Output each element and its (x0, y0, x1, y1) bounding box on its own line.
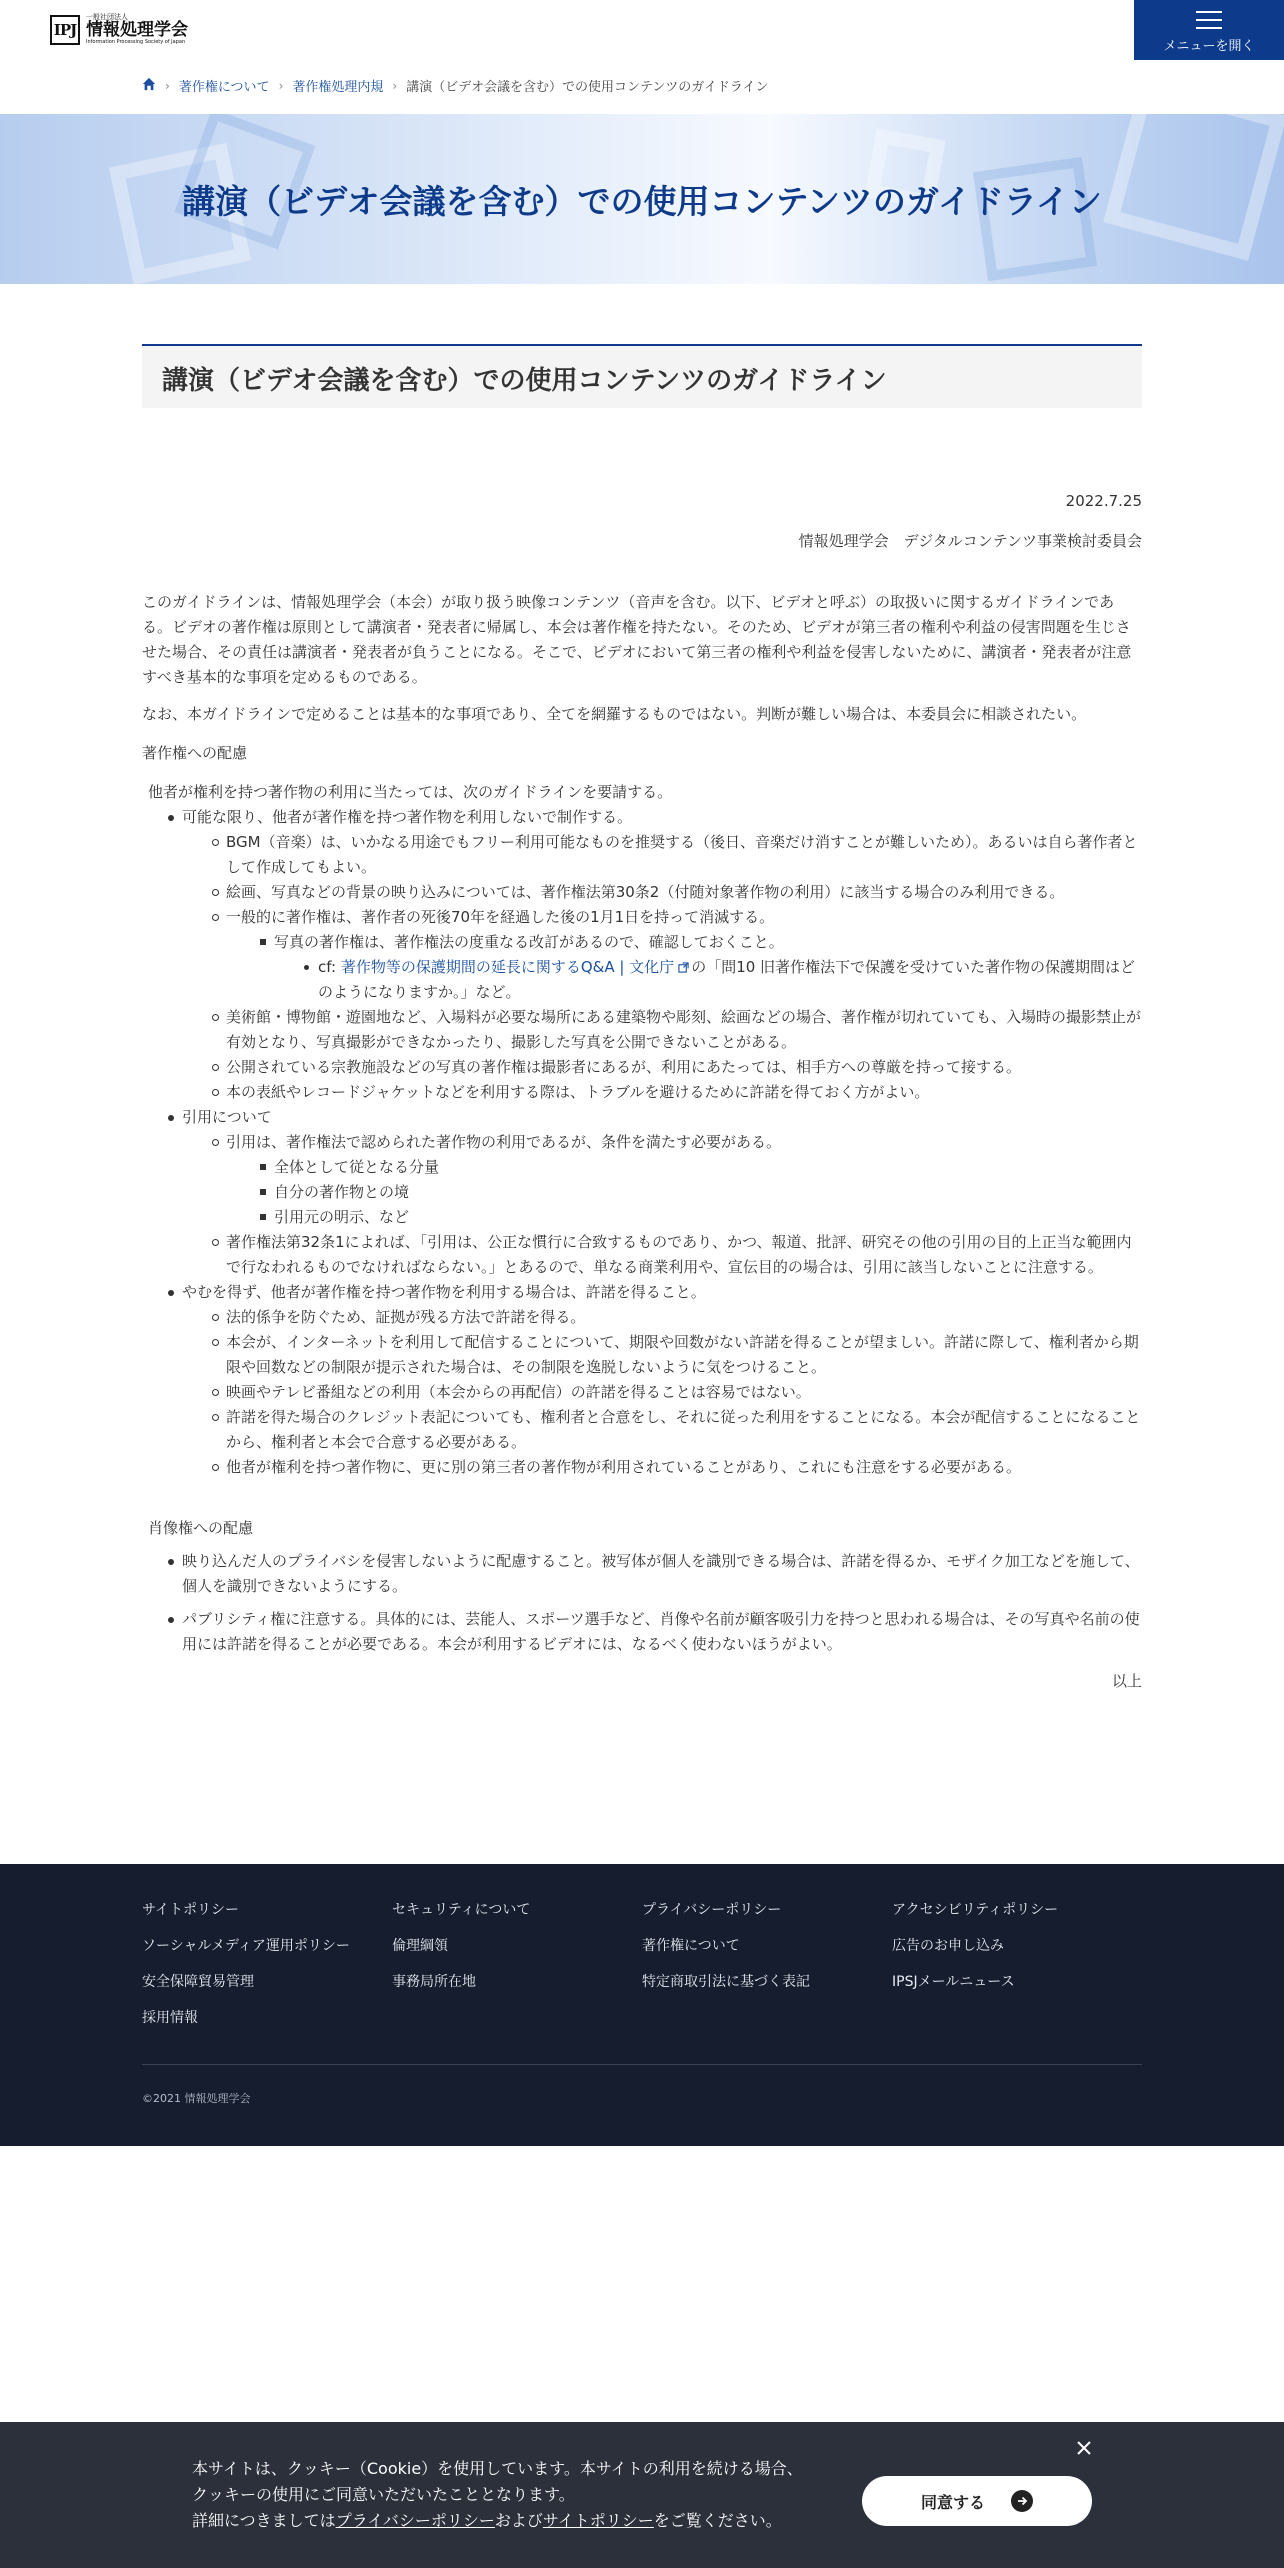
cookie-text: 本サイトは、クッキー（Cookie）を使用しています。本サイトの利用を続ける場合、クッキーの使用にご同意いただいたこととなります。 (192, 2459, 803, 2504)
list-item-text: 可能な限り、他者が著作権を持つ著作物を利用しないで制作する。 (182, 808, 633, 826)
external-link-icon (678, 962, 689, 973)
list-item-text: 写真の著作権は、著作権法の度重なる改訂があるので、確認しておくこと。 (274, 933, 784, 951)
list-item-text: 引用について (182, 1108, 272, 1126)
copyright-lead: 他者が権利を持つ著作物の利用に当たっては、次のガイドラインを要請する。 (148, 783, 673, 801)
list-item (226, 930, 1142, 1005)
copyright-list (142, 805, 1142, 1480)
list-item: BGM（音楽）は、いかなる用途でもフリー利用可能なものを推奨する（後日、音楽だけ消すことが難しいため）。あるいは自ら著作者として作成してもよい。 (182, 830, 1142, 880)
list-item (182, 905, 1142, 1005)
breadcrumb (142, 76, 769, 95)
list-item (182, 1130, 1142, 1230)
footer-divider (142, 2064, 1142, 2065)
page-title: 講演（ビデオ会議を含む）での使用コンテンツのガイドライン (142, 344, 1142, 408)
sub-list (182, 1130, 1142, 1280)
close-icon[interactable] (1074, 2438, 1094, 2458)
chevron-right-icon: › (278, 78, 284, 93)
intro-paragraph: このガイドラインは、情報処理学会（本会）が取り扱う映像コンテンツ（音声を含む。以下、ビデオと呼ぶ）の取扱いに関するガイドラインである。ビデオの著作権は原則として講演者・発表者に帰属し、本会は著作権を持たない。そのため、ビデオが第三者の権利や利益の侵害問題を生じさせた場合、その責任は講演者・発表者が負うことになる。そこで、ビデオにおいて第三者の権利や利益を侵害しないために、講演者・発表者が注意すべき基本的な事項を定めるものである。 (142, 593, 1132, 686)
home-icon (142, 77, 156, 91)
footer-links (142, 1900, 1142, 2028)
list-item: 著作権法第32条1によれば、「引用は、公正な慣行に合致するものであり、かつ、報道、批評、研究その他の引用の目的上正当な範囲内で行なわれるものでなければならない。」とあるので、単なる商業利用や、宣伝目的の場合は、引用に該当しないことに注意する。 (182, 1230, 1142, 1280)
menu-label: メニューを開く (1163, 38, 1255, 54)
list-item: 公開されている宗教施設などの写真の著作権は撮影者にあるが、利用にあたっては、相手方への尊厳を持って接する。 (182, 1055, 1142, 1080)
footer-link-commerce-law[interactable]: 特定商取引法に基づく表記 (642, 1974, 810, 1990)
bunka-qa-link[interactable]: 著作物等の保護期間の延長に関するQ&A | 文化庁 (340, 958, 675, 976)
list-item: 他者が権利を持つ著作物に、更に別の第三者の著作物が利用されていることがあり、これにも注意をする必要がある。 (182, 1455, 1142, 1480)
cookie-site-policy-link[interactable]: サイトポリシー (542, 2511, 654, 2530)
footer-link-office[interactable]: 事務局所在地 (392, 1974, 476, 1990)
cookie-text: をご覧ください。 (653, 2511, 782, 2530)
sub-list (182, 1305, 1142, 1480)
sub-list (226, 930, 1142, 1005)
hero-banner (0, 114, 1284, 284)
chevron-right-icon: › (392, 78, 398, 93)
chevron-right-icon: › (165, 78, 170, 93)
cookie-text: 詳細につきましては (192, 2511, 336, 2530)
copyright-notice: ©2021 情報処理学会 (142, 2092, 251, 2105)
logo-text (86, 14, 188, 45)
footer-link-site-policy[interactable]: サイトポリシー (142, 1902, 240, 1918)
publish-date: 2022.7.25 (1065, 492, 1142, 510)
logo-mark: IPJ (50, 15, 80, 45)
guideline-content (142, 590, 1142, 1694)
footer-link-ethics[interactable]: 倫理綱領 (392, 1938, 448, 1954)
sub-list (182, 830, 1142, 1105)
list-item: 映り込んだ人のプライバシを侵害しないように配慮すること。被写体が個人を識別できる場合は、許諾を得るか、モザイク加工などを施して、個人を識別できないようにする。 (142, 1549, 1142, 1599)
cookie-banner (0, 2422, 1284, 2568)
portrait-list (142, 1549, 1142, 1657)
list-item: 美術館・博物館・遊園地など、入場料が必要な場所にある建築物や彫刻、絵画などの場合、著作権が切れていても、入場時の撮影禁止が有効となり、写真撮影ができなかったり、撮影した写真を公開できないことがある。 (182, 1005, 1142, 1055)
sub-list (274, 955, 1142, 1005)
list-item: 許諾を得た場合のクレジット表記についても、権利者と合意をし、それに従った利用をすることになる。本会が配信することになることから、権利者と本会で合意する必要がある。 (182, 1405, 1142, 1455)
footer-link-security[interactable]: セキュリティについて (392, 1902, 531, 1918)
list-item: 全体として従となる分量 (226, 1155, 1142, 1180)
site-logo[interactable] (50, 14, 188, 45)
breadcrumb-item-copyright[interactable]: 著作権について (178, 80, 270, 95)
footer-link-copyright[interactable]: 著作権について (642, 1938, 740, 1954)
list-item-text: 引用は、著作権法で認められた著作物の利用であるが、条件を満たす必要がある。 (226, 1133, 782, 1151)
sub-list (226, 1155, 1142, 1230)
list-item: 絵画、写真などの背景の映り込みについては、著作権法第30条2（付随対象著作物の利用）に該当する場合のみ利用できる。 (182, 880, 1142, 905)
cookie-message (192, 2456, 812, 2534)
footer-link-social-media[interactable]: ソーシャルメディア運用ポリシー (142, 1938, 350, 1954)
agree-label: 同意する (920, 2492, 985, 2512)
footer-link-advertising[interactable]: 広告のお申し込み (892, 1938, 1004, 1954)
hamburger-icon (1196, 11, 1222, 29)
agree-button[interactable] (862, 2476, 1092, 2526)
list-item: 法的係争を防ぐため、証拠が残る方法で許諾を得る。 (182, 1305, 1142, 1330)
footer-link-mail-news[interactable]: IPSJメールニュース (892, 1974, 1015, 1990)
list-item-text: やむを得ず、他者が著作権を持つ著作物を利用する場合は、許諾を得ること。 (182, 1283, 706, 1301)
list-item: 映画やテレビ番組などの利用（本会からの再配信）の許諾を得ることは容易ではない。 (182, 1380, 1142, 1405)
cf-label: cf: (318, 958, 337, 976)
footer-link-recruit[interactable]: 採用情報 (142, 2010, 198, 2026)
logo-en: Information Processing Society of Japan (86, 39, 186, 45)
intro-note: なお、本ガイドラインで定めることは基本的な事項であり、全てを網羅するものではない。判断が難しい場合は、本委員会に相談されたい。 (142, 705, 1087, 723)
footer-link-privacy[interactable]: プライバシーポリシー (642, 1902, 782, 1918)
list-item: 本の表紙やレコードジャケットなどを利用する際は、トラブルを避けるために許諾を得ておく方がよい。 (182, 1080, 1142, 1105)
list-item: 自分の著作物との境 (226, 1180, 1142, 1205)
list-item (142, 805, 1142, 1105)
list-item-text: 一般的に著作権は、著作者の死後70年を経過した後の1月1日を持って消滅する。 (226, 908, 775, 926)
logo-sub: 一般社団法人 (86, 13, 128, 21)
list-item: 本会が、インターネットを利用して配信することについて、期限や回数がない許諾を得ることが望ましい。許諾に際して、権利者から期限や回数などの制限が提示された場合は、その制限を逸脱しないように気をつけること。 (182, 1330, 1142, 1380)
breadcrumb-current: 講演（ビデオ会議を含む）での使用コンテンツのガイドライン (406, 80, 769, 95)
footer-link-accessibility[interactable]: アクセシビリティポリシー (892, 1902, 1059, 1918)
end-mark: 以上 (1111, 1672, 1142, 1690)
breadcrumb-item-rules[interactable]: 著作権処理内規 (292, 80, 384, 95)
cookie-privacy-link[interactable]: プライバシーポリシー (335, 2511, 495, 2530)
footer-link-export-control[interactable]: 安全保障貿易管理 (142, 1974, 254, 1990)
list-item: パブリシティ権に注意する。具体的には、芸能人、スポーツ選手など、肖像や名前が顧客吸引力を持つと思われる場合は、その写真や名前の使用には許諾を得ることが必要である。本会が利用するビデオには、なるべく使わないほうがよい。 (142, 1607, 1142, 1657)
open-menu-button[interactable] (1134, 0, 1284, 60)
list-item (274, 955, 1142, 1005)
list-item (142, 1280, 1142, 1480)
list-item: 引用元の明示、など (226, 1205, 1142, 1230)
hero-title: 講演（ビデオ会議を含む）での使用コンテンツのガイドライン (182, 182, 1102, 221)
list-item-text: の「問10 旧著作権法下で保護を受けていた著作物の保護期間はどのようになりますか。」など。 (318, 958, 1136, 1001)
list-item (142, 1105, 1142, 1280)
arrow-right-icon (1011, 2490, 1033, 2512)
committee-name: 情報処理学会 デジタルコンテンツ事業検討委員会 (798, 532, 1142, 550)
breadcrumb-home[interactable] (142, 77, 156, 95)
site-header (0, 0, 1284, 60)
logo-main: 情報処理学会 (86, 20, 188, 40)
cookie-text: および (494, 2511, 543, 2530)
copyright-section-title: 著作権への配慮 (142, 744, 248, 762)
site-footer (0, 1864, 1284, 2146)
portrait-section-title: 肖像権への配慮 (148, 1519, 254, 1537)
